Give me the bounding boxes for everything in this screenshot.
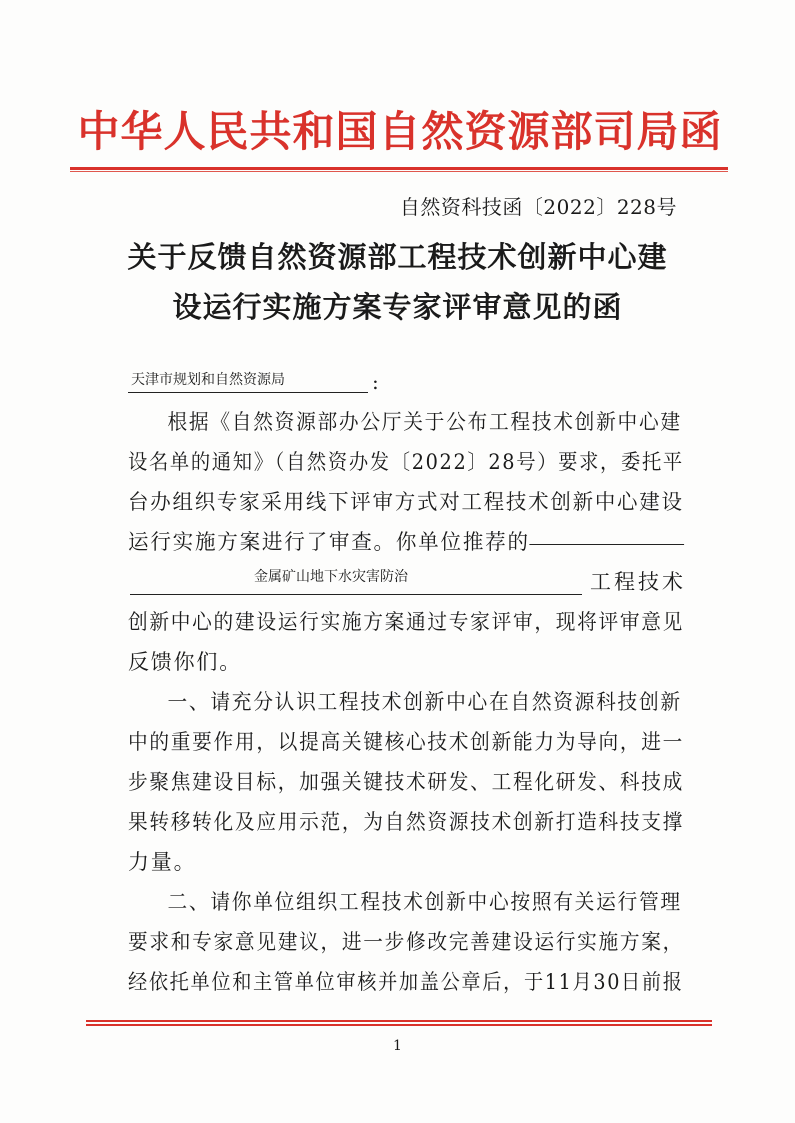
paragraph-3-line-2: 要求和专家意见建议，进一步修改完善建设运行实施方案，	[128, 930, 685, 954]
paragraph-3	[128, 882, 684, 1002]
document-title	[100, 232, 695, 332]
paragraph-1-line-4-text: 运行实施方案进行了审查。你单位推荐的	[128, 530, 530, 554]
project-fill-row	[128, 562, 684, 602]
footer-rule-line-2	[86, 1024, 712, 1026]
addressee-colon: :	[372, 370, 379, 394]
paragraph-2-line-1: 一、请充分认识工程技术创新中心在自然资源科技创新	[167, 690, 682, 714]
paragraph-2	[128, 682, 684, 882]
paragraph-1-line-7: 反馈你们。	[128, 650, 242, 674]
paragraph-1-bottom	[128, 602, 684, 682]
addressee	[128, 368, 388, 396]
header-rule-thin	[70, 171, 728, 172]
page-number: 1	[393, 1038, 402, 1054]
project-suffix: 工程技术	[590, 570, 686, 594]
paragraph-1-line-4	[128, 522, 672, 562]
addressee-underline	[128, 392, 368, 393]
paragraph-3-line-3: 经依托单位和主管单位审核并加盖公章后，于11月30日前报	[128, 970, 684, 994]
paragraph-3-line-1: 二、请你单位组织工程技术创新中心按照有关运行管理	[167, 890, 682, 914]
footer-red-rule	[86, 1020, 712, 1026]
footer-rule-line-1	[86, 1020, 712, 1022]
letterhead-title: 中华人民共和国自然资源部司局函	[77, 107, 723, 156]
paragraph-1-line-3: 台办组织专家采用线下评审方式对工程技术创新中心建设	[128, 490, 684, 514]
paragraph-2-line-3: 步聚焦建设目标，加强关键技术研发、工程化研发、科技成	[128, 770, 685, 794]
paragraph-1-top	[128, 402, 684, 562]
project-name: 金属矿山地下水灾害防治	[254, 569, 408, 585]
addressee-name: 天津市规划和自然资源局	[131, 372, 285, 388]
paragraph-1-line-1: 根据《自然资源部办公厅关于公布工程技术创新中心建	[167, 410, 682, 434]
project-blank-start	[530, 529, 685, 549]
title-line-2: 设运行实施方案专家评审意见的函	[172, 290, 623, 324]
title-line-1: 关于反馈自然资源部工程技术创新中心建	[127, 240, 668, 274]
header-red-rule	[70, 167, 728, 172]
paragraph-1-line-2: 设名单的通知》（自然资办发〔2022〕28号）要求，委托平	[128, 450, 684, 474]
document-number: 自然资科技函〔2022〕228号	[399, 195, 677, 219]
paragraph-2-line-4: 果转移转化及应用示范，为自然资源技术创新打造科技支撑	[128, 810, 685, 834]
paragraph-1-line-6: 创新中心的建设运行实施方案通过专家评审，现将评审意见	[128, 610, 685, 634]
project-underline	[130, 594, 582, 595]
paragraph-2-line-5: 力量。	[128, 850, 197, 874]
paragraph-2-line-2: 中的重要作用，以提高关键核心技术创新能力为导向，进一	[128, 730, 685, 754]
header-rule-thick	[70, 167, 728, 170]
